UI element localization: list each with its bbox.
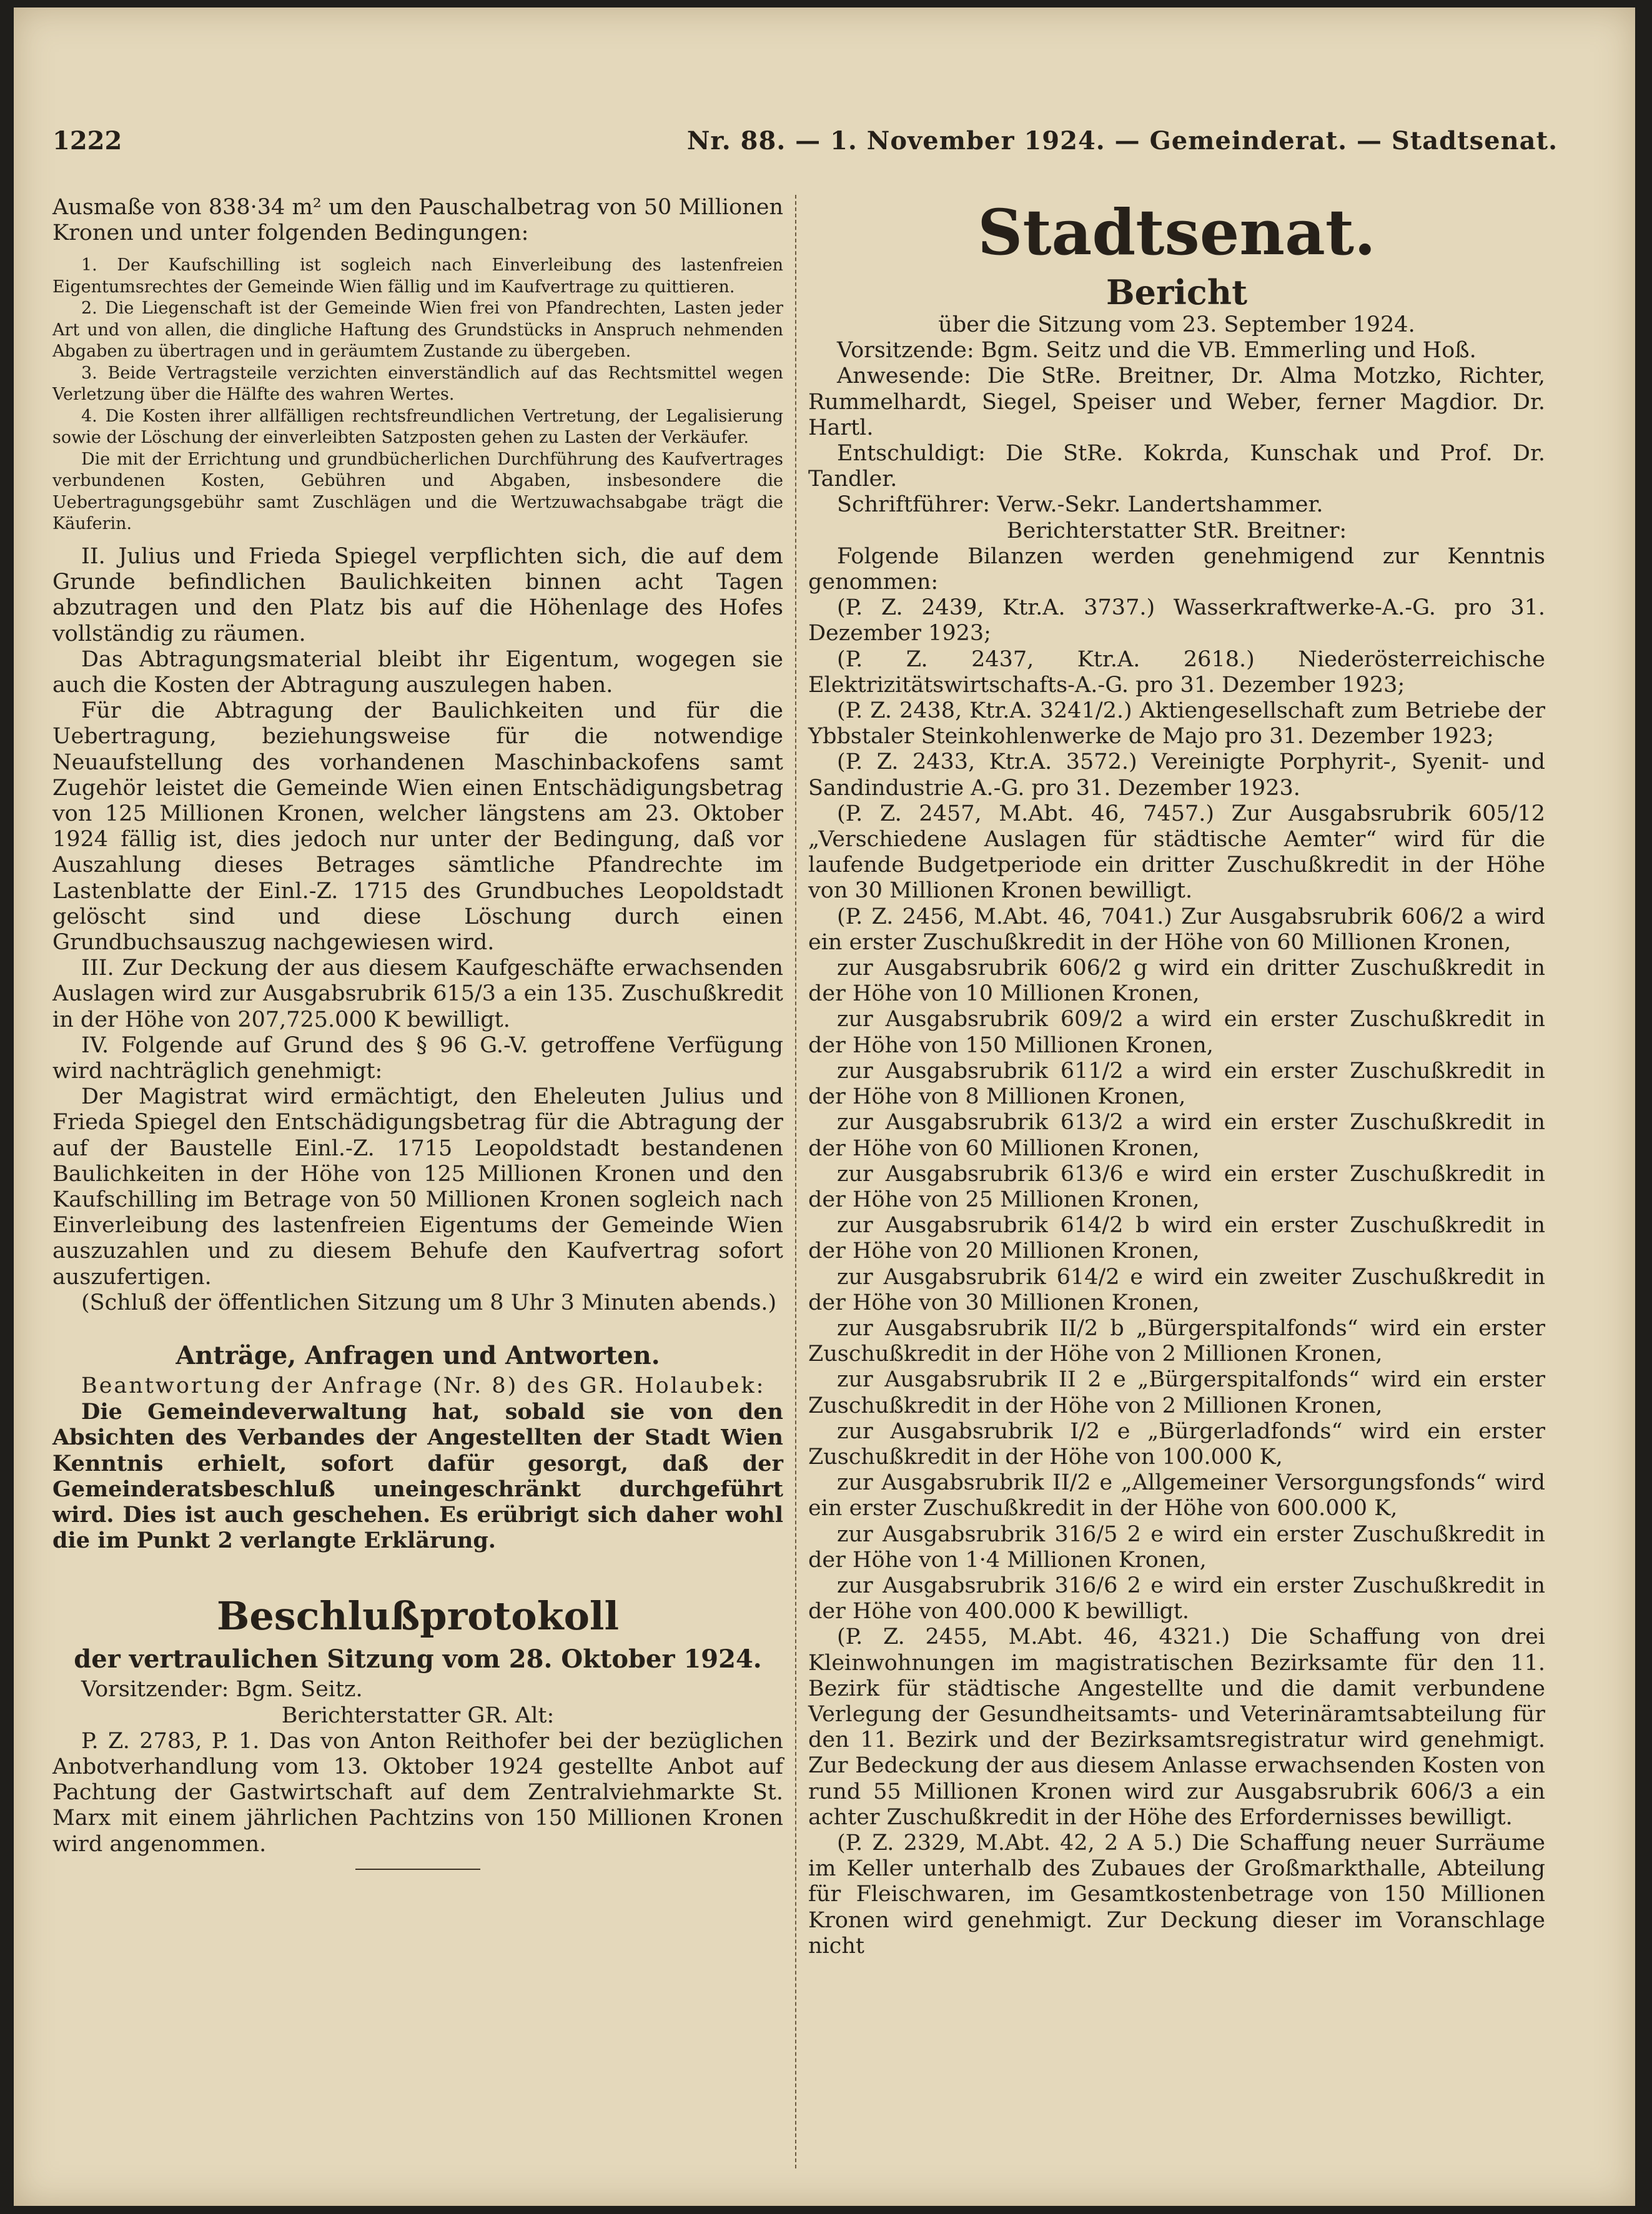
antraege-heading: Anträge, Anfragen und Antworten. xyxy=(176,1341,660,1370)
page-number: 1222 xyxy=(52,126,122,156)
running-header: Nr. 88. — 1. November 1924. — Gemeinderat. — Stadtsenat. xyxy=(686,126,1558,156)
credit-item: zur Ausgabsrubrik I/2 e „Bürgerladfonds“ wird ein erster Zuschußkredit in der Höhe von 100.000 K, xyxy=(808,1418,1545,1470)
body-paragraph: Für die Abtragung der Baulichkeiten und für die Uebertragung, beziehungsweise für die notwendige Neuaufstellung des vorhandenen Maschinbackofens samt Zugehör leistet die Gemeinde Wien einen Entschädigungsbetrag von 125 Millionen Kronen, welcher längstens am 23. Oktober 1924 fällig ist, dies jedoch nur unter der Bedingung, daß vor Auszahlung dieses Betrages sämtliche Pfandrechte im Lastenblatte der Einl.-Z. 1715 des Grundbuches Leopoldstadt gelöscht sind und diese Löschung durch einen Grundbuchsauszug nachgewiesen wird. xyxy=(52,698,783,955)
chairs-line: Vorsitzende: Bgm. Seitz und die VB. Emmerling und Hoß. xyxy=(837,338,1476,363)
page-header xyxy=(52,126,1558,164)
protokoll-chair: Vorsitzender: Bgm. Seitz. xyxy=(81,1677,363,1703)
antraege-text: Die Gemeindeverwaltung hat, sobald sie von den Absichten des Verbandes der Angestellten der Stadt Wien Kenntnis erhielt, sofort dafür gesorgt, daß der Gemeinderatsbeschluß uneingeschränkt durchgeführt wird. Dies ist auch geschehen. Es erübrigt sich daher wohl die im Punkt 2 verlangte Erklärung. xyxy=(52,1399,783,1554)
surraeume-item: (P. Z. 2329, M.Abt. 42, 2 A 5.) Die Schaffung neuer Surräume im Keller unterhalb des Zubaues der Großmarkthalle, Abteilung für Fleischwaren, im Gesamtkostenbetrage von 150 Millionen Kronen wird genehmigt. Zur Deckung dieser im Voranschlage nicht xyxy=(808,1830,1545,1959)
bilanz-item: (P. Z. 2433, Ktr.A. 3572.) Vereinigte Porphyrit-, Syenit- und Sandindustrie A.-G. pro 31. Dezember 1923. xyxy=(808,749,1545,801)
session-date: über die Sitzung vom 23. September 1924. xyxy=(938,312,1415,337)
condition-item: 4. Die Kosten ihrer allfälligen rechtsfreundlichen Vertretung, der Legalisierung sowie der Löschung der einverleibten Satzposten gehen zu Lasten der Verkäufer. xyxy=(52,406,783,448)
credit-item: zur Ausgabsrubrik 609/2 a wird ein erster Zuschußkredit in der Höhe von 150 Millionen Kronen, xyxy=(808,1007,1545,1058)
end-rule xyxy=(355,1869,480,1870)
condition-item: Die mit der Errichtung und grundbücherlichen Durchführung des Kaufvertrages verbundenen Kosten, Gebühren und Abgaben, insbesondere die Uebertragungsgebühr samt Zuschlägen und die Wertzuwachsabgabe trägt die Käuferin. xyxy=(52,449,783,534)
bilanzen-intro: Folgende Bilanzen werden genehmigend zur Kenntnis genommen: xyxy=(808,543,1545,595)
protokoll-reporter: Berichterstatter GR. Alt: xyxy=(281,1703,555,1728)
left-column xyxy=(52,195,783,1870)
column-divider xyxy=(795,195,796,2168)
condition-item: 1. Der Kaufschilling ist sogleich nach Einverleibung des lastenfreien Eigentumsrechtes der Gemeinde Wien fällig und im Kaufvertrage zu quittieren. xyxy=(52,255,783,297)
secretary-line: Schriftführer: Verw.-Sekr. Landertshammer. xyxy=(837,492,1323,518)
condition-item: 2. Die Liegenschaft ist der Gemeinde Wien frei von Pfandrechten, Lasten jeder Art und von allen, die dingliche Haftung des Grundstücks in Anspruch nehmenden Abgaben zu übertragen und in geräumtem Zustande zu übergeben. xyxy=(52,299,783,362)
body-paragraph: Das Abtragungsmaterial bleibt ihr Eigentum, wogegen sie auch die Kosten der Abtragung auszulegen haben. xyxy=(52,646,783,698)
bilanz-item: (P. Z. 2439, Ktr.A. 3737.) Wasserkraftwerke-A.-G. pro 31. Dezember 1923; xyxy=(808,595,1545,646)
credit-item: zur Ausgabsrubrik II/2 e „Allgemeiner Versorgungsfonds“ wird ein erster Zuschußkredit in der Höhe von 600.000 K, xyxy=(808,1470,1545,1521)
bericht-subtitle: Bericht xyxy=(1105,272,1248,312)
protokoll-text: P. Z. 2783, P. 1. Das von Anton Reithofer bei der bezüglichen Anbotverhandlung vom 13. Oktober 1924 gestellte Anbot auf Pachtung der Gastwirtschaft auf dem Zentralviehmarkte St. Marx mit einem jährlichen Pachtzins von 150 Millionen Kronen wird angenommen. xyxy=(52,1728,783,1857)
credit-item: zur Ausgabsrubrik 614/2 b wird ein erster Zuschußkredit in der Höhe von 20 Millionen Kronen, xyxy=(808,1213,1545,1264)
credit-item: zur Ausgabsrubrik 316/5 2 e wird ein erster Zuschußkredit in der Höhe von 1·4 Millionen Kronen, xyxy=(808,1521,1545,1573)
right-column xyxy=(808,195,1545,1959)
credit-item: zur Ausgabsrubrik 613/6 e wird ein erster Zuschußkredit in der Höhe von 25 Millionen Kronen, xyxy=(808,1161,1545,1212)
reporter-line: Berichterstatter StR. Breitner: xyxy=(1006,518,1347,543)
newspaper-page xyxy=(14,7,1635,2206)
credit-item: zur Ausgabsrubrik 613/2 a wird ein erster Zuschußkredit in der Höhe von 60 Millionen Kronen, xyxy=(808,1110,1545,1161)
antraege-intro: Beantwortung der Anfrage (Nr. 8) des GR. Holaubek: xyxy=(81,1373,766,1398)
credit-item: zur Ausgabsrubrik 606/2 g wird ein dritter Zuschußkredit in der Höhe von 10 Millionen Kronen, xyxy=(808,956,1545,1007)
body-paragraph: IV. Folgende auf Grund des § 96 G.-V. getroffene Verfügung wird nachträglich genehmigt: xyxy=(52,1032,783,1084)
body-paragraph: III. Zur Deckung der aus diesem Kaufgeschäfte erwachsenden Auslagen wird zur Ausgabsrubrik 615/3 a ein 135. Zuschußkredit in der Höhe von 207,725.000 K bewilligt. xyxy=(52,956,783,1032)
protokoll-subtitle: der vertraulichen Sitzung vom 28. Oktober 1924. xyxy=(74,1644,762,1674)
bilanz-item: (P. Z. 2438, Ktr.A. 3241/2.) Aktiengesellschaft zum Betriebe der Ybbstaler Steinkohlenwerke de Majo pro 31. Dezember 1923; xyxy=(808,698,1545,749)
present-line: Anwesende: Die StRe. Breitner, Dr. Alma Motzko, Richter, Rummelhardt, Siegel, Speiser und Weber, ferner Magdior. Dr. Hartl. xyxy=(808,363,1545,440)
body-paragraph: II. Julius und Frieda Spiegel verpflichten sich, die auf dem Grunde befindlichen Baulichkeiten binnen acht Tagen abzutragen und den Platz bis auf die Höhenlage des Hofes vollständig zu räumen. xyxy=(52,543,783,646)
credit-item: zur Ausgabsrubrik II 2 e „Bürgerspitalfonds“ wird ein erster Zuschußkredit in der Höhe von 2 Millionen Kronen, xyxy=(808,1367,1545,1418)
kleinwohnungen-item: (P. Z. 2455, M.Abt. 46, 4321.) Die Schaffung von drei Kleinwohnungen im magistratischen Bezirksamte für den 11. Bezirk für städtische Angestellte und die damit verbundene Verlegung der Gesundheitsamts- und Veterinäramtsabteilung für den 11. Bezirk und der Bezirksamtsregistratur wird genehmigt. Zur Bedeckung der aus diesem Anlasse erwachsenden Kosten von rund 55 Millionen Kronen wird zur Ausgabsrubrik 606/3 a ein achter Zuschußkredit in der Höhe des Erfordernisses bewilligt. xyxy=(808,1624,1545,1830)
condition-item: 3. Beide Vertragsteile verzichten einverständlich auf das Rechtsmittel wegen Verletzung über die Hälfte des wahren Wertes. xyxy=(52,363,783,405)
credit-item: (P. Z. 2456, M.Abt. 46, 7041.) Zur Ausgabsrubrik 606/2 a wird ein erster Zuschußkredit in der Höhe von 60 Millionen Kronen, xyxy=(808,904,1545,955)
intro-paragraph: Ausmaße von 838·34 m² um den Pauschalbetrag von 50 Millionen Kronen und unter folgenden Bedingungen: xyxy=(52,195,783,246)
bilanz-item: (P. Z. 2437, Ktr.A. 2618.) Niederösterreichische Elektrizitätswirtschafts-A.-G. pro 31. Dezember 1923; xyxy=(808,646,1545,698)
credit-item: zur Ausgabsrubrik II/2 b „Bürgerspitalfonds“ wird ein erster Zuschußkredit in der Höhe von 2 Millionen Kronen, xyxy=(808,1315,1545,1367)
protokoll-title: Beschlußprotokoll xyxy=(216,1593,620,1639)
session-close-note: (Schluß der öffentlichen Sitzung um 8 Uhr 3 Minuten abends.) xyxy=(81,1290,777,1315)
excused-line: Entschuldigt: Die StRe. Kokrda, Kunschak und Prof. Dr. Tandler. xyxy=(808,441,1545,492)
credit-item: zur Ausgabsrubrik 611/2 a wird ein erster Zuschußkredit in der Höhe von 8 Millionen Kronen, xyxy=(808,1058,1545,1110)
credit-item: (P. Z. 2457, M.Abt. 46, 7457.) Zur Ausgabsrubrik 605/12 „Verschiedene Auslagen für städtische Aemter“ wird für die laufende Budgetperiode ein dritter Zuschußkredit in der Höhe von 30 Millionen Kronen bewilligt. xyxy=(808,801,1545,904)
credit-item: zur Ausgabsrubrik 316/6 2 e wird ein erster Zuschußkredit in der Höhe von 400.000 K bewilligt. xyxy=(808,1573,1545,1624)
credit-item: zur Ausgabsrubrik 614/2 e wird ein zweiter Zuschußkredit in der Höhe von 30 Millionen Kronen, xyxy=(808,1264,1545,1315)
body-paragraph: Der Magistrat wird ermächtigt, den Eheleuten Julius und Frieda Spiegel den Entschädigungsbetrag für die Abtragung der auf der Baustelle Einl.-Z. 1715 Leopoldstadt bestandenen Baulichkeiten in der Höhe von 125 Millionen Kronen und den Kaufschilling im Betrage von 50 Millionen Kronen sogleich nach Einverleibung des lastenfreien Eigentums der Gemeinde Wien auszuzahlen und zu diesem Behufe den Kaufvertrag sofort auszufertigen. xyxy=(52,1084,783,1290)
stadtsenat-title: Stadtsenat. xyxy=(977,195,1376,269)
